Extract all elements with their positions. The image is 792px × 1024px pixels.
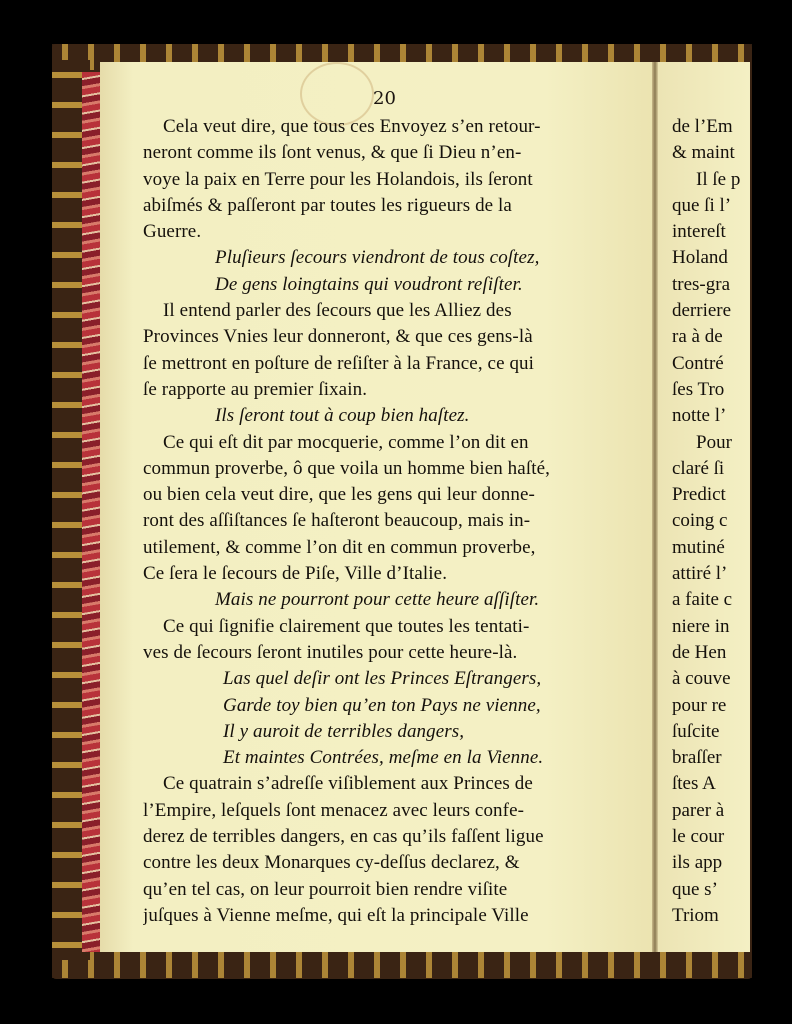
text-line: utilement, & comme l’on dit en commun proverbe, — [143, 536, 536, 558]
right-text-line: Il ſe p — [696, 168, 741, 190]
text-line: Ils ſeront tout à coup bien haſtez. — [215, 405, 470, 427]
right-text-line: que s’ — [672, 878, 718, 900]
text-line: neront comme ils ſont venus, & que ſi Dieu n’en- — [143, 142, 522, 164]
right-text-line: notte l’ — [672, 405, 727, 427]
right-text-line: de l’Em — [672, 116, 733, 137]
right-text-line: Predict — [672, 484, 726, 506]
right-text-line: ſuſcite — [672, 720, 720, 742]
right-text-line: mutiné — [672, 536, 725, 558]
right-text-line: Holand — [672, 247, 728, 269]
right-text-line: coing c — [672, 510, 728, 532]
page-number: 20 — [373, 88, 396, 109]
text-line: Il entend parler des ſecours que les Alliez des — [163, 300, 512, 322]
right-text-line: a faite c — [672, 589, 733, 611]
right-text-line: braſſer — [672, 747, 722, 769]
text-line: Guerre. — [143, 221, 202, 243]
text-line: Ce qui eſt dit par mocquerie, comme l’on dit en — [163, 431, 529, 453]
right-text-line: ils app — [672, 852, 723, 874]
text-line: ou bien cela veut dire, que les gens qui leur donne- — [143, 484, 535, 506]
gilt-border-bottom — [52, 952, 752, 978]
text-line: ves de ſecours ſeront inutiles pour cette heure-là. — [143, 641, 518, 663]
right-text-line: le cour — [672, 826, 725, 848]
left-page-text — [143, 114, 648, 929]
right-text-line: derriere — [672, 300, 732, 322]
text-line: Garde toy bien qu’en ton Pays ne vienne, — [223, 694, 541, 716]
text-line: commun proverbe, ô que voila un homme bien haſté, — [143, 457, 550, 479]
right-text-line: de Hen — [672, 641, 727, 663]
right-text-line: à couve — [672, 668, 731, 690]
text-line: Et maintes Contrées, meſme en la Vienne. — [223, 747, 544, 769]
text-line: juſques à Vienne meſme, qui eſt la principale Ville — [143, 904, 529, 926]
text-line: Las quel deſir ont les Princes Eſtrangers, — [223, 668, 542, 690]
text-line: Ce ſera le ſecours de Piſe, Ville d’Italie. — [143, 563, 448, 585]
right-text-line: intereſt — [672, 221, 726, 243]
right-text-line: & maint — [672, 142, 735, 164]
text-line: Mais ne pourront pour cette heure aſſiſter. — [215, 589, 540, 611]
right-text-line: pour re — [672, 694, 727, 716]
text-line: De gens loingtains qui voudront reſiſter. — [215, 273, 523, 295]
text-line: ſe rapporte au premier ſixain. — [143, 378, 368, 400]
text-line: l’Empire, leſquels ſont menacez avec leurs confe- — [143, 799, 525, 821]
text-line: voye la paix en Terre pour les Holandois, ils ſeront — [143, 168, 533, 190]
text-line: Provinces Vnies leur donneront, & que ces gens-là — [143, 326, 533, 348]
text-line: Il y auroit de terribles dangers, — [223, 720, 465, 742]
right-text-line: claré ſi — [672, 457, 725, 479]
text-line: contre les deux Monarques cy-deſſus declarez, & — [143, 852, 520, 874]
right-text-line: Pour — [696, 431, 732, 453]
text-line: abiſmés & paſſeront par toutes les rigueurs de la — [143, 194, 512, 216]
right-page-text — [672, 114, 752, 929]
right-text-line: ra à de — [672, 326, 723, 348]
text-line: Cela veut dire, que tous ces Envoyez s’en retour- — [163, 116, 541, 137]
right-text-line: que ſi l’ — [672, 194, 732, 216]
right-text-line: tres-gra — [672, 273, 731, 295]
right-text-line: attiré l’ — [672, 563, 728, 585]
text-line: derez de terribles dangers, en cas qu’ils faſſent ligue — [143, 826, 544, 848]
right-text-line: Contré — [672, 352, 724, 374]
right-text-line: Triom — [672, 904, 719, 926]
right-text-line: parer à — [672, 799, 725, 821]
text-line: Ce qui ſignifie clairement que toutes les tentati- — [163, 615, 530, 637]
right-text-line: ſes Tro — [672, 378, 725, 400]
text-line: ſe mettront en poſture de reſiſter à la France, ce qui — [143, 352, 535, 374]
text-line: qu’en tel cas, on leur pourroit bien rendre viſite — [143, 878, 508, 900]
text-line: ront des aſſiſtances ſe haſteront beaucoup, mais in- — [143, 510, 531, 532]
right-text-line: ſtes A — [672, 773, 716, 795]
text-line: Ce quatrain s’adreſſe viſiblement aux Princes de — [163, 773, 533, 795]
right-text-line: niere in — [672, 615, 730, 637]
text-line: Pluſieurs ſecours viendront de tous coſtez, — [215, 247, 540, 269]
